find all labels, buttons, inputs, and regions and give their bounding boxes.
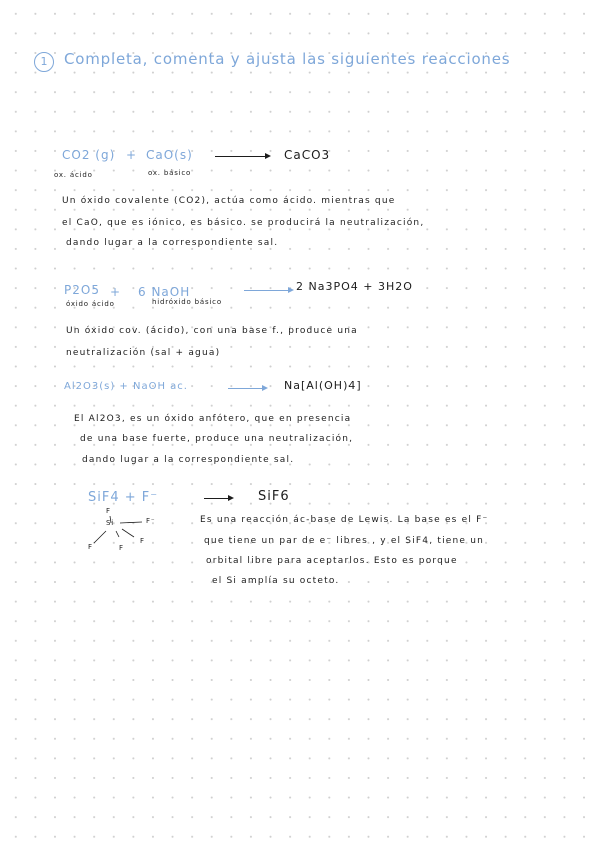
r2-label-acid: óxido ácido — [66, 300, 115, 308]
r3-arrow — [228, 388, 264, 389]
r1-label-basic: ox. básico — [148, 169, 192, 177]
r4-arrow-head — [228, 495, 234, 501]
r3-comment-line3: dando lugar a la correspondiente sal. — [82, 455, 295, 465]
r1-reactant-co2: CO2 (g) — [62, 148, 116, 162]
r4-comment-line1: Es una reacción ác-base de Lewis. La base es el F⁻ — [200, 515, 489, 525]
r2-arrow-head — [288, 287, 294, 293]
r1-comment-line2: el CaO, que es iónico, es básico. se producirá la neutralización, — [62, 218, 425, 228]
r4-comment-line3: orbital libre para aceptarlos. Esto es porque — [206, 556, 458, 566]
r4-product: SiF6 — [258, 489, 290, 504]
r1-reactant-cao: CaO(s) — [146, 148, 193, 162]
r2-reactant-naoh: 6 NaOH — [138, 285, 191, 299]
r4-comment-line4: el Si amplía su octeto. — [212, 576, 340, 586]
exercise-number: 1 — [34, 52, 54, 72]
r1-label-acid: ox. ácido — [54, 171, 93, 179]
exercise-title: Completa, comenta y ajusta las siguientes reacciones — [64, 50, 511, 68]
r2-reactant-p2o5: P2O5 — [64, 283, 100, 297]
r3-reactants: Al2O3(s) + NaOH ac. — [64, 381, 188, 392]
structure-bonds — [84, 505, 164, 555]
structure-f-left: F — [88, 543, 93, 551]
r4-reactants: SiF4 + F⁻ — [88, 490, 159, 505]
r2-comment-line1: Un óxido cov. (ácido), con una base f., produce una — [66, 326, 358, 336]
r2-product: 2 Na3PO4 + 3H2O — [296, 280, 413, 293]
structure-f-right: F⁻ — [146, 517, 156, 525]
r2-arrow — [244, 290, 290, 291]
sif4-structure-sketch — [84, 505, 164, 555]
structure-center-si: Si — [106, 519, 114, 527]
r1-comment-line3: dando lugar a la correspondiente sal. — [66, 238, 279, 248]
r3-product: Na[Al(OH)4] — [284, 379, 362, 392]
r2-comment-line2: neutralización (sal + agua) — [66, 348, 221, 358]
structure-f-bottom-right: F — [140, 537, 145, 545]
r2-plus: + — [110, 285, 122, 299]
structure-f-top: F — [106, 507, 111, 515]
r2-label-basic: hidróxido básico — [152, 298, 222, 306]
r3-comment-line1: El Al2O3, es un óxido anfótero, que en presencia — [74, 414, 352, 424]
r4-comment-line2: que tiene un par de e⁻ libres , y el SiF4, tiene un — [204, 536, 485, 546]
r3-arrow-head — [262, 385, 268, 391]
structure-f-bottom: F — [119, 544, 124, 552]
r3-comment-line2: de una base fuerte, produce una neutralización, — [80, 434, 354, 444]
r1-plus: + — [126, 148, 138, 162]
r4-arrow — [204, 498, 230, 499]
r1-product: CaCO3 — [284, 148, 331, 162]
r1-arrow-head — [265, 153, 271, 159]
r1-arrow — [215, 156, 267, 157]
r1-comment-line1: Un óxido covalente (CO2), actúa como ácido. mientras que — [62, 196, 396, 206]
